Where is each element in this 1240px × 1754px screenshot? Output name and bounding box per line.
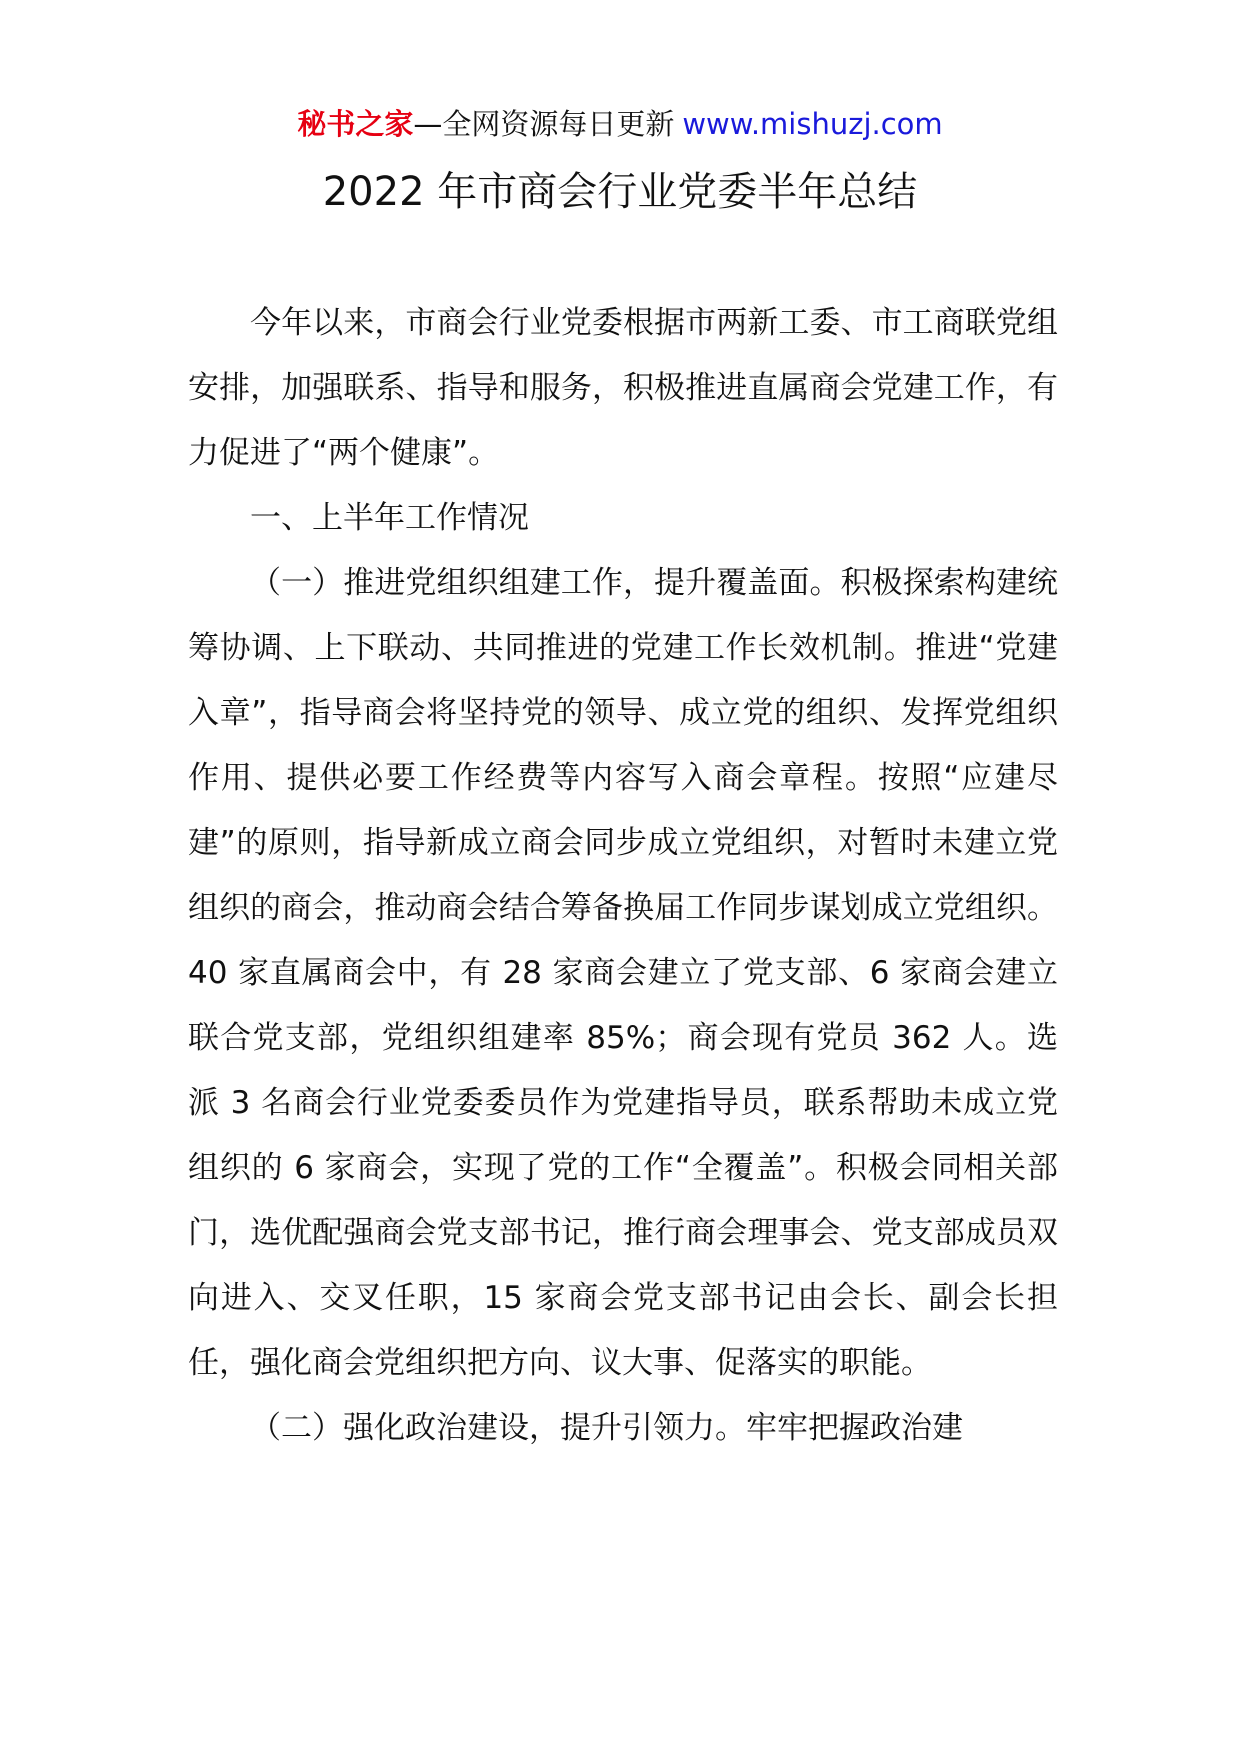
section-heading: 一、上半年工作情况 [250, 500, 529, 536]
paragraph-intro: 今年以来，市商会行业党委根据市两新工委、市工商联党组安排，加强联系、指导和服务，积极推进直属商会党建工作，有力促进了“两个健康”。 [188, 305, 1058, 471]
document-body [188, 291, 1058, 1461]
site-url-link[interactable]: www.mishuzj.com [682, 107, 943, 141]
paragraph-section-2: （二）强化政治建设，提升引领力。牢牢把握政治建 [250, 1410, 963, 1446]
document-title: 2022 年市商会行业党委半年总结 [322, 169, 918, 215]
header-tagline: —全网资源每日更新 [413, 107, 675, 141]
site-header [0, 102, 1240, 146]
paragraph-section-1: （一）推进党组织组建工作，提升覆盖面。积极探索构建统筹协调、上下联动、共同推进的党建工作长效机制。推进“党建入章”，指导商会将坚持党的领导、成立党的组织、发挥党组织作用、提供必要工作经费等内容写入商会章程。按照“应建尽建”的原则，指导新成立商会同步成立党组织，对暂时未建立党组织的商会，推动商会结合筹备换届工作同步谋划成立党组织。40 家直属商会中，有 28 家商会建立了党支部、6 家商会建立联合党支部，党组织组建率 85%；商会现有党员 362 人。选派 3 名商会行业党委委员作为党建指导员，联系帮助未成立党组织的 6 家商会，实现了党的工作“全覆盖”。积极会同相关部门，选优配强商会党支部书记，推行商会理事会、党支部成员双向进入、交叉任职，15 家商会党支部书记由会长、副会长担任，强化商会党组织把方向、议大事、促落实的职能。 [188, 565, 1058, 1381]
brand-name: 秘书之家 [297, 107, 414, 141]
